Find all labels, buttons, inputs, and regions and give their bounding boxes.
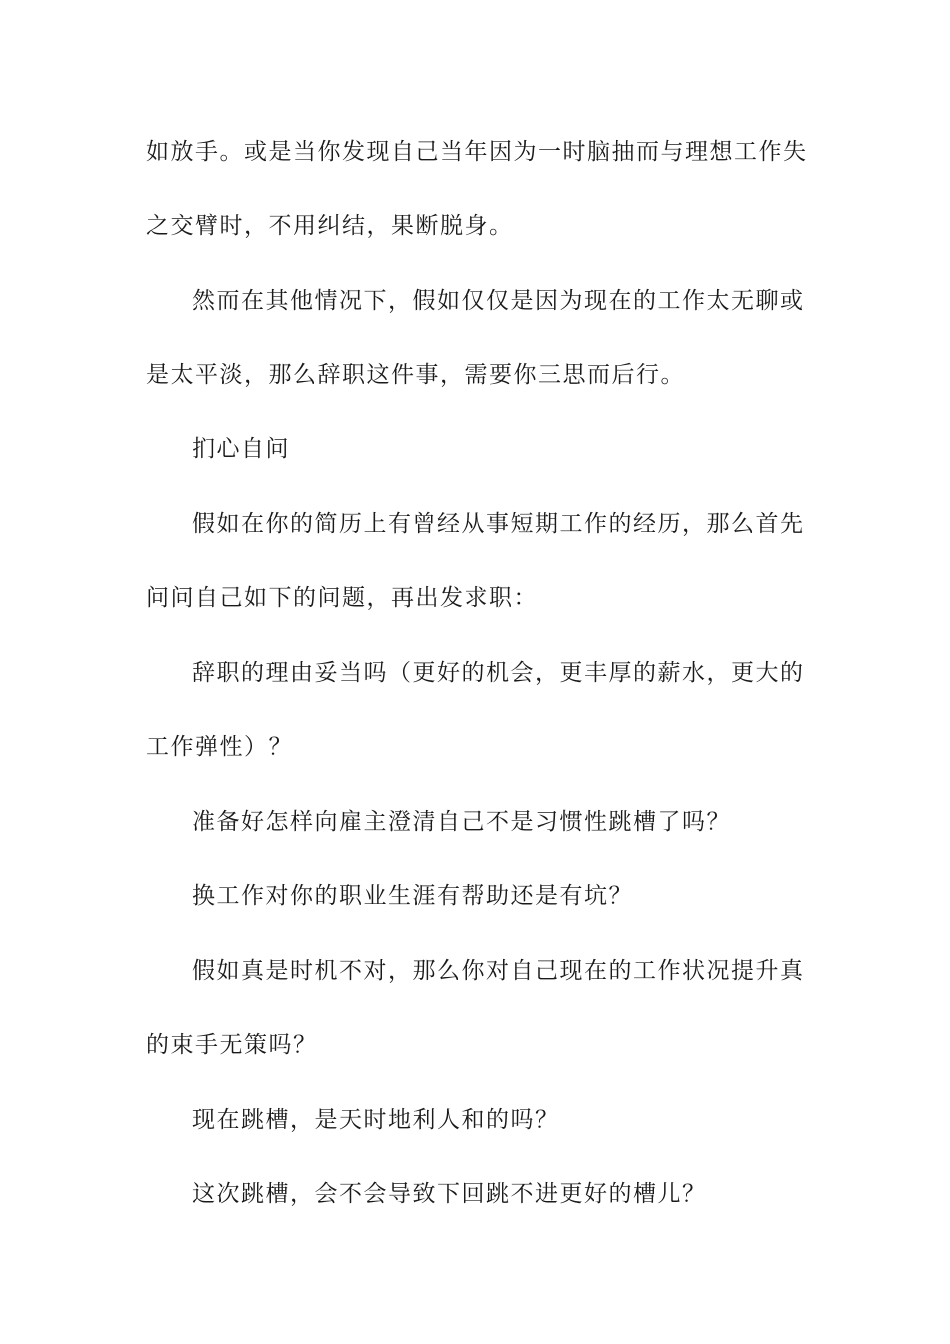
question-line: 假如真是时机不对，那么你对自己现在的工作状况提升真 — [192, 958, 805, 984]
question-line: 现在跳槽，是天时地利人和的吗？ — [192, 1107, 560, 1133]
question-line: 的束手无策吗？ — [146, 1032, 318, 1058]
paragraph-line: 如放手。或是当你发现自己当年因为一时脑抽而与理想工作失 — [146, 139, 808, 165]
question-line: 准备好怎样向雇主澄清自己不是习惯性跳槽了吗？ — [192, 809, 731, 835]
question-line: 换工作对你的职业生涯有帮助还是有坑？ — [192, 883, 633, 909]
paragraph-line: 问问自己如下的问题，再出发求职： — [146, 585, 538, 611]
paragraph-line: 假如在你的简历上有曾经从事短期工作的经历，那么首先 — [192, 511, 805, 537]
paragraph-line: 之交臂时，不用纠结，果断脱身。 — [146, 213, 514, 239]
question-line: 工作弹性）？ — [146, 734, 293, 760]
paragraph-line: 然而在其他情况下，假如仅仅是因为现在的工作太无聊或 — [192, 288, 805, 314]
question-line: 辞职的理由妥当吗（更好的机会，更丰厚的薪水，更大的 — [192, 660, 805, 686]
section-heading: 扪心自问 — [192, 436, 290, 462]
question-line: 这次跳槽，会不会导致下回跳不进更好的槽儿？ — [192, 1181, 707, 1207]
paragraph-line: 是太平淡，那么辞职这件事，需要你三思而后行。 — [146, 362, 685, 388]
